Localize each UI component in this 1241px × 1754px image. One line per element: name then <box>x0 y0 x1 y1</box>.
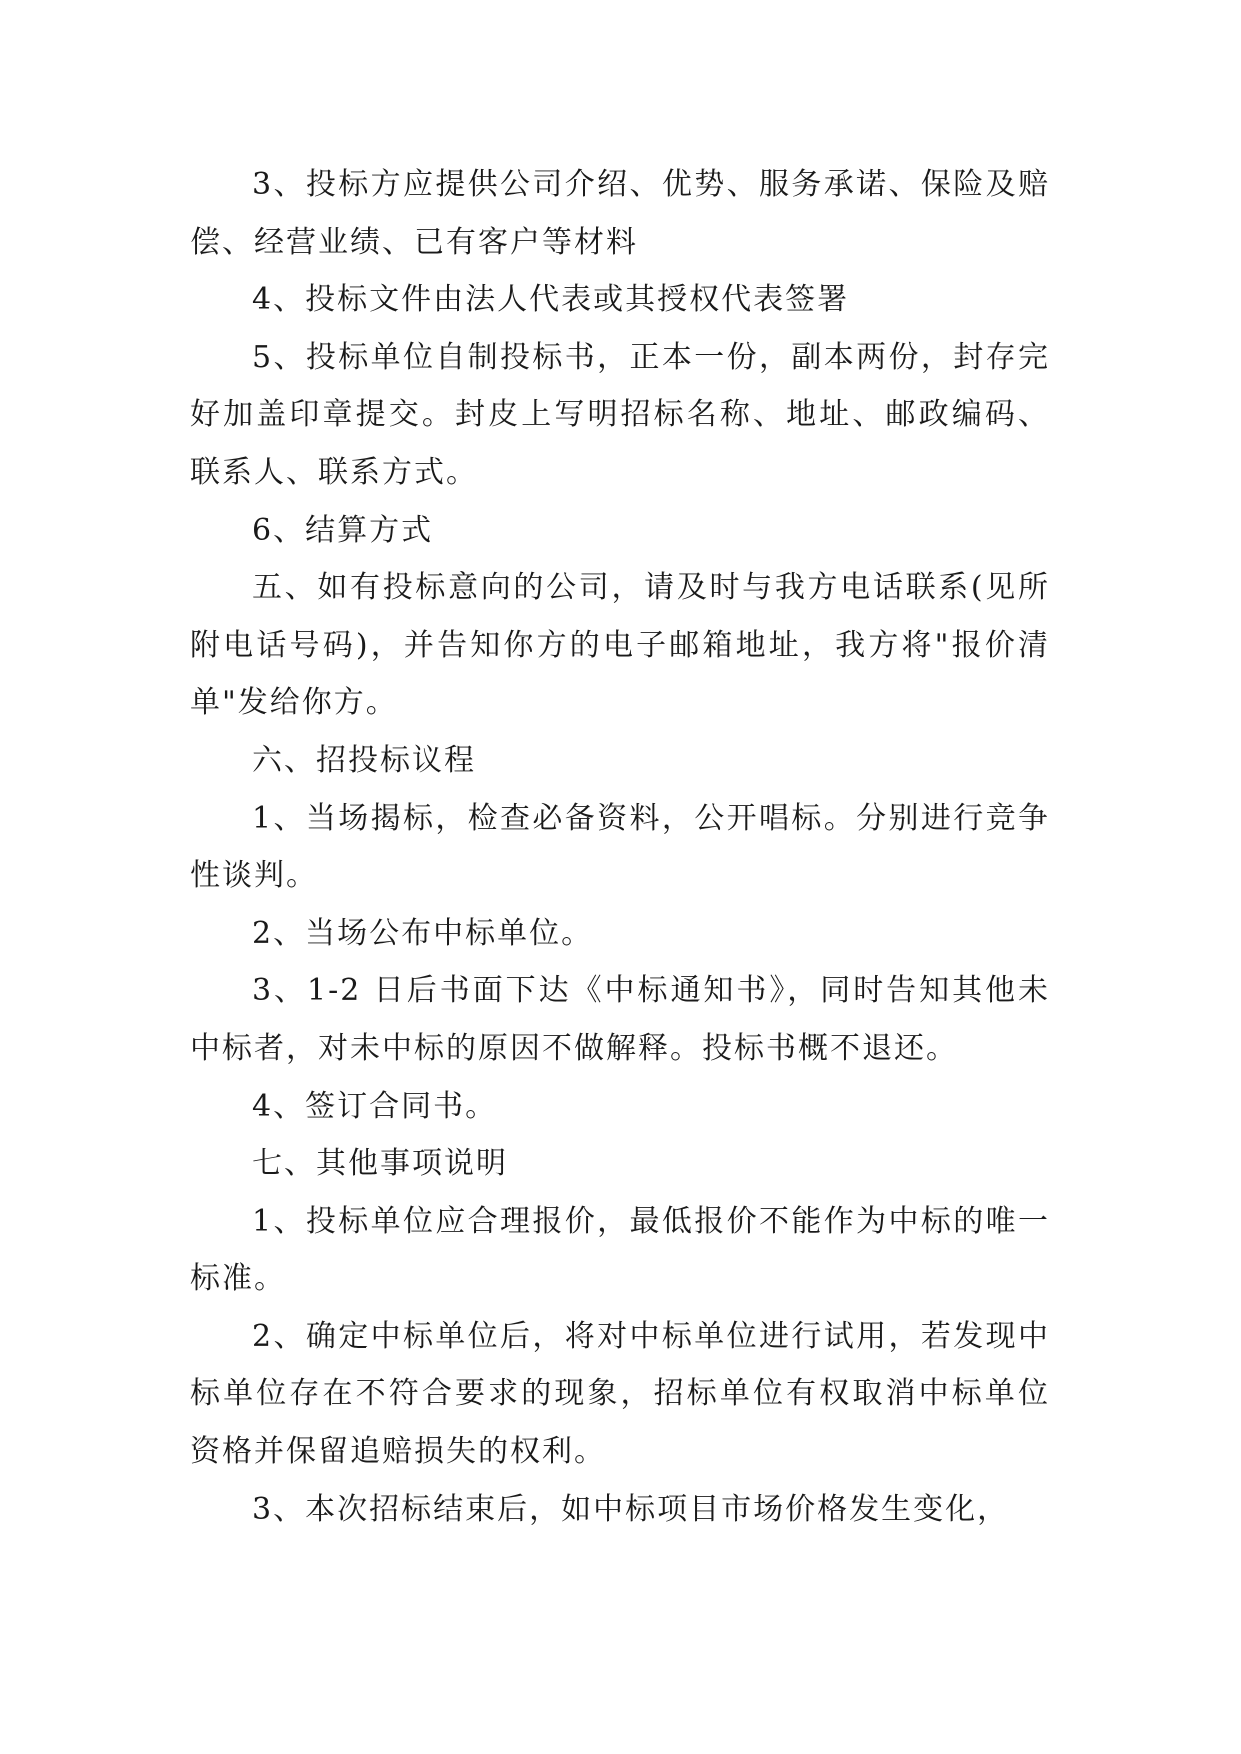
paragraph-bid-document-copies: 5、投标单位自制投标书，正本一份，副本两份，封存完好加盖印章提交。封皮上写明招标名称、地址、邮政编码、联系人、联系方式。 <box>190 339 1050 490</box>
paragraph-bid-materials: 3、投标方应提供公司介绍、优势、服务承诺、保险及赔偿、经营业绩、已有客户等材料 <box>190 167 1050 260</box>
paragraph-bid-signature: 4、投标文件由法人代表或其授权代表签署 <box>252 282 850 318</box>
paragraph-agenda-announce: 2、当场公布中标单位。 <box>252 915 594 951</box>
paragraph-settlement-method: 6、结算方式 <box>252 512 434 548</box>
paragraph-other-pricing: 1、投标单位应合理报价，最低报价不能作为中标的唯一标准。 <box>190 1203 1050 1297</box>
paragraph-other-price-change: 3、本次招标结束后，如中标项目市场价格发生变化， <box>252 1491 1010 1527</box>
paragraph-other-trial: 2、确定中标单位后，将对中标单位进行试用，若发现中标单位存在不符合要求的现象，招标单位有权取消中标单位资格并保留追赔损失的权利。 <box>190 1318 1050 1470</box>
heading-other-matters: 七、其他事项说明 <box>252 1146 508 1182</box>
heading-bidding-agenda: 六、招投标议程 <box>252 742 476 778</box>
paragraph-agenda-opening: 1、当场揭标，检查必备资料，公开唱标。分别进行竞争性谈判。 <box>190 800 1050 894</box>
document-body <box>190 156 1050 1538</box>
paragraph-contact-notice: 五、如有投标意向的公司，请及时与我方电话联系(见所附电话号码)，并告知你方的电子邮箱地址，我方将"报价清单"发给你方。 <box>190 570 1050 721</box>
paragraph-agenda-contract: 4、签订合同书。 <box>252 1088 498 1124</box>
paragraph-agenda-notice: 3、1-2 日后书面下达《中标通知书》，同时告知其他未中标者，对未中标的原因不做解释。投标书概不退还。 <box>190 973 1050 1066</box>
